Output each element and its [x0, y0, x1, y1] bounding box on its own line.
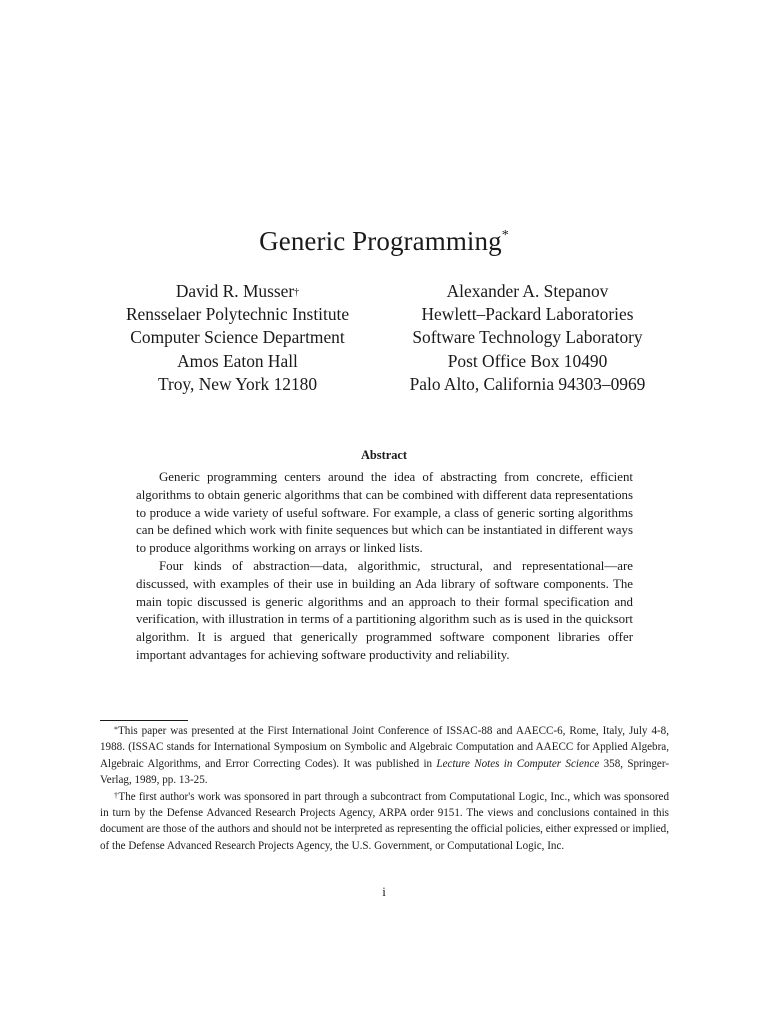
author-block-stepanov	[390, 280, 665, 396]
author-affiliation-line: Software Technology Laboratory	[412, 327, 643, 348]
paper-title-text: Generic Programming	[259, 226, 502, 256]
footnote-sponsorship	[100, 789, 669, 855]
author-affiliation-line: Troy, New York 12180	[157, 373, 318, 394]
footnote-text: This paper was presented at the First International Joint Conference of ISSAC-88 and AAECC-6, Rome, Italy, July 4-8, 1988. (ISSAC stands for International Symposium on Symbolic and Algebraic Computation and AAECC for Applied Algebra, Algebraic Algorithms, and Error Correcting Codes). It was published in	[100, 725, 669, 770]
paper-title	[0, 226, 768, 257]
footnote-mark: †	[114, 790, 119, 800]
footnote-paper-info	[100, 723, 669, 789]
author-name: Alexander A. Stepanov	[446, 281, 609, 301]
abstract-paragraph: Four kinds of abstraction—data, algorithmic, structural, and representational—are discussed, with examples of their use in building an Ada library of software components. The main topic discussed is generic algorithms and an approach to their formal specification and verification, with illustration in terms of a partitioning algorithm such as is used in the quicksort algorithm. It is argued that generically programmed software component libraries offer important advantages for achieving software productivity and reliability.	[136, 558, 633, 662]
author-name-text: David R. Musser	[175, 281, 295, 301]
title-footnote-mark: *	[501, 228, 509, 243]
abstract-paragraph: Generic programming centers around the idea of abstracting from concrete, efficient algorithms to obtain generic algorithms that can be combined with different data representations to produce a wide variety of useful software. For example, a class of generic sorting algorithms can be defined which work with finite sequences but which can be instantiated in different ways to produce algorithms working on arrays or linked lists.	[136, 470, 633, 556]
author-affiliation-line: Computer Science Department	[130, 327, 345, 348]
abstract-heading: Abstract	[360, 448, 408, 462]
page-number: i	[382, 884, 386, 899]
footnote-text: 358, Springer-Verlag, 1989, pp. 13-25.	[100, 757, 670, 787]
footnote-publication-title: Lecture Notes in Computer Science	[436, 757, 600, 770]
footnotes	[100, 723, 669, 854]
footnote-mark: *	[114, 725, 118, 734]
author-affiliation-line: Amos Eaton Hall	[177, 350, 298, 371]
author-block-musser	[105, 280, 370, 396]
abstract-body	[136, 469, 633, 665]
footnote-text: The first author's work was sponsored in part through a subcontract from Computational Logic, Inc., which was sponsored in turn by the Defense Advanced Research Projects Agency, ARPA order 9151. The views and conclusions contained in this document are those of the authors and should not be interpreted as representing the official policies, either expressed or implied, of the Defense Advanced Research Projects Agency, the U.S. Government, or Computational Logic, Inc.	[100, 790, 669, 852]
author-name	[105, 280, 370, 303]
author-footnote-mark: †	[294, 287, 300, 298]
author-affiliation-line: Hewlett–Packard Laboratories	[421, 304, 634, 325]
author-affiliation-line: Palo Alto, California 94303–0969	[409, 373, 646, 394]
author-affiliation-line: Rensselaer Polytechnic Institute	[125, 304, 350, 325]
author-affiliation-line: Post Office Box 10490	[447, 350, 608, 371]
footnote-divider	[100, 720, 188, 721]
